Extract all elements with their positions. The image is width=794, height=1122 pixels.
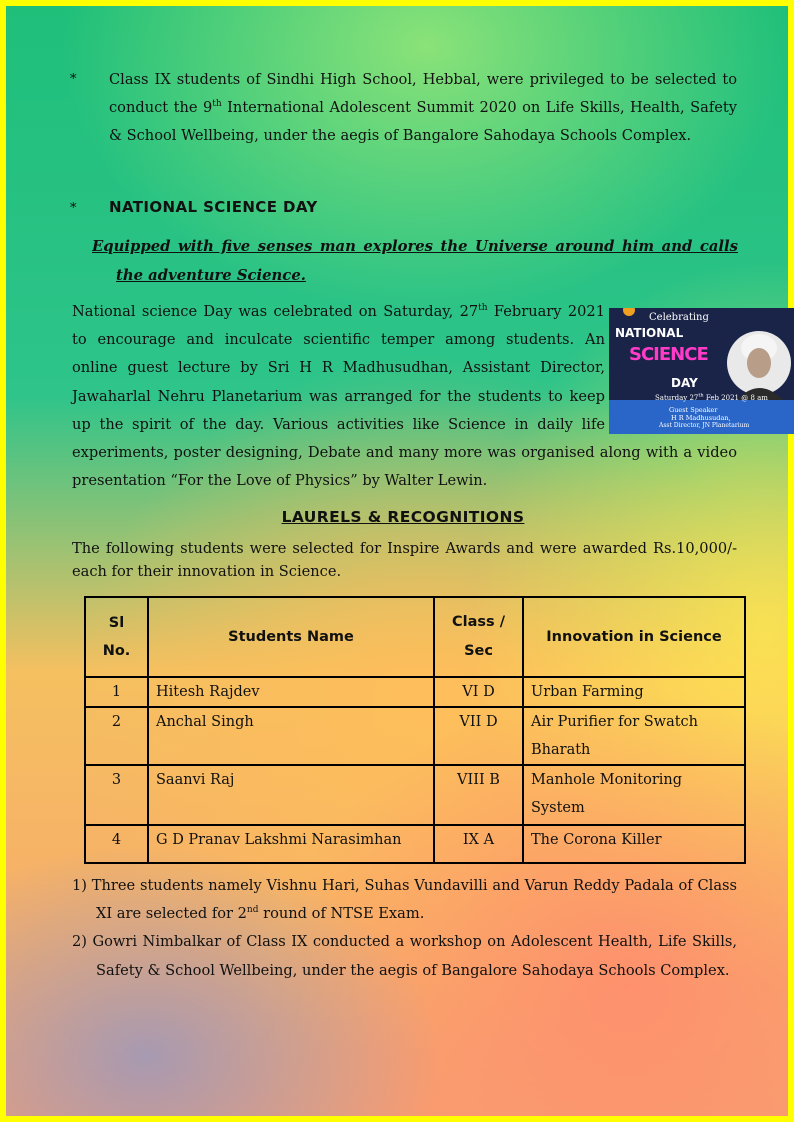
table-row <box>85 825 745 863</box>
laurels-heading: LAURELS & RECOGNITIONS <box>281 508 525 526</box>
table-row <box>85 677 745 707</box>
list-item: 1) Three students namely Vishnu Hari, Suhas Vundavilli and Varun Reddy Padala of Class XI are selected for 2nd round of NTSE Exam. <box>72 877 737 923</box>
header-innovation: Innovation in Science <box>523 597 745 677</box>
cell-class: IX A <box>434 825 523 863</box>
inspire-awards-table <box>84 596 746 864</box>
poster-speaker-title: Asst Director, JN Planetarium <box>659 422 750 429</box>
table-header-row <box>85 597 745 677</box>
cell-sl: 2 <box>85 707 148 765</box>
cell-innovation: The Corona Killer <box>523 825 745 863</box>
cell-innovation: Urban Farming <box>523 677 745 707</box>
cell-sl: 4 <box>85 825 148 863</box>
poster-speaker-name: H R Madhusudan, <box>671 414 731 422</box>
cell-innovation: Manhole Monitoring System <box>523 765 745 825</box>
cell-name: Hitesh Rajdev <box>148 677 434 707</box>
quote-line-2: the adventure Science. <box>116 267 306 284</box>
science-day-poster <box>609 308 794 434</box>
list-item: 2) Gowri Nimbalkar of Class IX conducted a workshop on Adolescent Health, Life Skills, Safety & School Wellbeing, under the aegis of Bangalore Sahodaya Schools Complex. <box>72 933 737 979</box>
table-row <box>85 765 745 825</box>
cell-sl: 3 <box>85 765 148 825</box>
table-row <box>85 707 745 765</box>
header-sl-no: Sl No. <box>85 597 148 677</box>
laurels-intro: The following students were selected for Inspire Awards and were awarded Rs.10,000/- each for their innovation in Science. <box>72 540 737 580</box>
poster-day: DAY <box>671 376 698 390</box>
cell-name: Anchal Singh <box>148 707 434 765</box>
achievement-list <box>72 872 737 985</box>
cell-innovation: Air Purifier for Swatch Bharath <box>523 707 745 765</box>
science-day-heading: NATIONAL SCIENCE DAY <box>109 198 318 216</box>
science-quote <box>92 232 738 261</box>
summit-paragraph: Class IX students of Sindhi High School, Hebbal, were privileged to be selected to conduct the 9th International Adolescent Summit 2020 on Life Skills, Health, Safety & School Wellbeing, under the aegis of Bangalore Sahodaya Schools Complex. <box>109 71 738 145</box>
cell-name: G D Pranav Lakshmi Narasimhan <box>148 825 434 863</box>
cell-class: VII D <box>434 707 523 765</box>
poster-national: NATIONAL <box>615 326 684 340</box>
bullet-marker: * <box>70 201 77 216</box>
header-student-name: Students Name <box>148 597 434 677</box>
cell-sl: 1 <box>85 677 148 707</box>
cell-class: VIII B <box>434 765 523 825</box>
poster-science: SCIENCE <box>629 344 708 365</box>
cell-name: Saanvi Raj <box>148 765 434 825</box>
bullet-marker: * <box>70 72 77 87</box>
quote-line: Equipped with five senses man explores the Universe around him and calls <box>92 238 738 255</box>
poster-celebrating: Celebrating <box>649 312 709 323</box>
science-day-paragraph: National science Day was celebrated on Saturday, 27th February 2021 to encourage and inculcate scientific temper among students. An online guest lecture by Sri H R Madhusudhan, Assistant Director, Jawaharlal Nehru Planetarium was arranged for the students to keep up the spirit of the day. Various activities like Science in daily life experiments, poster designing, Debate and many more was organised along with a video presentation “For the Love of Physics” by Walter Lewin. <box>72 303 737 490</box>
poster-speaker-label: Guest Speaker <box>669 406 718 414</box>
cell-class: VI D <box>434 677 523 707</box>
poster-date: Saturday 27th Feb 2021 @ 8 am <box>655 392 768 402</box>
header-class-sec: Class / Sec <box>434 597 523 677</box>
